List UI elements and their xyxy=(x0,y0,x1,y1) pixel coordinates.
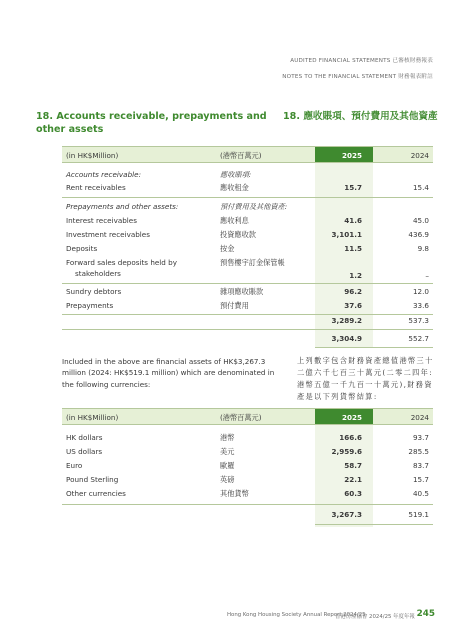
table-row xyxy=(62,445,433,459)
subtotal-2024: 537.3 xyxy=(408,316,429,325)
row-label-zh: 預付費用 xyxy=(220,301,249,310)
row-label-zh: 應收利息 xyxy=(220,216,249,225)
row-label-en: Rent receivables xyxy=(66,183,126,192)
unit-label-zh: (港幣百萬元) xyxy=(220,151,262,160)
row-label-en: Investment receivables xyxy=(66,230,150,239)
value-2025: 41.6 xyxy=(344,216,362,225)
row-label-en-continued: stakeholders xyxy=(75,269,121,278)
table-header xyxy=(62,146,433,163)
row-label-en: Prepayments xyxy=(66,301,114,310)
value-2024: – xyxy=(425,271,429,280)
total-2025: 3,304.9 xyxy=(331,334,362,343)
subtotal-row xyxy=(62,314,433,328)
total-row xyxy=(62,332,433,346)
row-label-zh: 應收租金 xyxy=(220,183,249,192)
row-label-en: Other currencies xyxy=(66,489,126,498)
note-paragraph-zh: 上列數字包含財務資產總值港幣三十二億六千七百三十萬元(二零二四年:港幣五億一千九百一十萬元),財務資產是以下列貨幣結算: xyxy=(297,356,434,401)
table-row xyxy=(62,168,433,182)
row-label-en: Accounts receivable: xyxy=(66,170,141,179)
page-number: 245 xyxy=(416,609,435,619)
receivables-table xyxy=(62,146,433,356)
unit-label-en: (in HK$Million) xyxy=(66,151,119,160)
year-2024-header: 2024 xyxy=(410,151,429,160)
year-2024-header: 2024 xyxy=(410,413,429,422)
row-label-zh: 投資應收款 xyxy=(220,230,256,239)
row-label-en: Forward sales deposits held by xyxy=(66,258,177,267)
unit-label-en: (in HK$Million) xyxy=(66,413,119,422)
row-label-en: Pound Sterling xyxy=(66,475,119,484)
value-2025: 166.6 xyxy=(339,433,362,442)
row-label-zh: 雜項應收賬款 xyxy=(220,287,264,296)
row-label-en: Euro xyxy=(66,461,83,470)
section-title-en: 18. Accounts receivable, prepayments and other assets xyxy=(36,111,267,135)
total-2025: 3,267.3 xyxy=(331,510,362,519)
value-2025: 58.7 xyxy=(344,461,362,470)
table-row xyxy=(62,242,433,256)
table-row xyxy=(62,285,433,299)
row-label-zh: 歐羅 xyxy=(220,461,235,470)
row-label-en: US dollars xyxy=(66,447,103,456)
total-rule xyxy=(315,524,433,525)
row-label-en: Deposits xyxy=(66,244,98,253)
table-row xyxy=(62,473,433,487)
table-header xyxy=(62,408,433,425)
year-2025-header: 2025 xyxy=(315,409,373,424)
table-row xyxy=(62,256,433,282)
table-row xyxy=(62,200,433,214)
row-label-en: HK dollars xyxy=(66,433,103,442)
table-row xyxy=(62,214,433,228)
row-label-zh: 應收賬項: xyxy=(220,170,252,179)
total-row xyxy=(62,508,433,522)
row-label-zh: 其他貨幣 xyxy=(220,489,249,498)
subtotal-rule xyxy=(62,329,433,330)
row-label-zh: 按金 xyxy=(220,244,235,253)
row-label-zh: 預售樓宇訂金保管帳 xyxy=(220,258,285,267)
value-2024: 45.0 xyxy=(412,216,429,225)
row-label-en: Interest receivables xyxy=(66,216,137,225)
value-2025: 96.2 xyxy=(344,287,362,296)
row-label-zh: 英磅 xyxy=(220,475,235,484)
value-2024: 15.7 xyxy=(412,475,429,484)
row-divider xyxy=(62,197,433,198)
table-row xyxy=(62,228,433,242)
value-2025: 15.7 xyxy=(344,183,362,192)
row-label-zh: 預付費用及其他資產: xyxy=(220,202,288,211)
year-2025-header: 2025 xyxy=(315,147,373,162)
total-rule xyxy=(315,347,433,348)
row-divider xyxy=(62,283,433,284)
table-row xyxy=(62,299,433,313)
value-2025: 37.6 xyxy=(344,301,362,310)
total-2024: 519.1 xyxy=(408,510,429,519)
value-2025: 22.1 xyxy=(344,475,362,484)
table-row xyxy=(62,487,433,501)
value-2024: 93.7 xyxy=(412,433,429,442)
value-2024: 33.6 xyxy=(412,301,429,310)
currency-table xyxy=(62,408,433,526)
unit-label-zh: (港幣百萬元) xyxy=(220,413,262,422)
row-label-zh: 美元 xyxy=(220,447,235,456)
value-2025: 11.5 xyxy=(344,244,362,253)
row-divider xyxy=(62,504,433,505)
value-2025: 1.2 xyxy=(349,271,362,280)
footer-publication-zh: 香港房屋協會 2024/25 年度年報 xyxy=(335,614,415,620)
running-header-line-1: AUDITED FINANCIAL STATEMENTS 已審核財務報表 xyxy=(290,58,433,64)
subtotal-2025: 3,289.2 xyxy=(331,316,362,325)
row-label-zh: 港幣 xyxy=(220,433,235,442)
value-2025: 3,101.1 xyxy=(331,230,362,239)
table-row xyxy=(62,431,433,445)
total-2024: 552.7 xyxy=(408,334,429,343)
value-2024: 40.5 xyxy=(412,489,429,498)
value-2024: 9.8 xyxy=(417,244,429,253)
table-row xyxy=(62,459,433,473)
running-header-line-2: NOTES TO THE FINANCIAL STATEMENT 財務報表附註 xyxy=(282,74,433,80)
table-row xyxy=(62,181,433,195)
value-2024: 12.0 xyxy=(412,287,429,296)
footer-publication-en: Hong Kong Housing Society Annual Report 2024/25 xyxy=(227,612,366,618)
note-paragraph-en: Included in the above are financial assets of HK$3,267.3 million (2024: HK$519.1 million) which are denominated in the following currencies: xyxy=(62,357,275,389)
value-2024: 436.9 xyxy=(408,230,429,239)
value-2024: 83.7 xyxy=(412,461,429,470)
row-label-en: Prepayments and other assets: xyxy=(66,202,179,211)
value-2025: 60.3 xyxy=(344,489,362,498)
value-2025: 2,959.6 xyxy=(331,447,362,456)
row-label-en: Sundry debtors xyxy=(66,287,122,296)
value-2024: 15.4 xyxy=(412,183,429,192)
section-title-zh: 18. 應收賬項、預付費用及其他資產 xyxy=(283,111,438,122)
value-2024: 285.5 xyxy=(408,447,429,456)
